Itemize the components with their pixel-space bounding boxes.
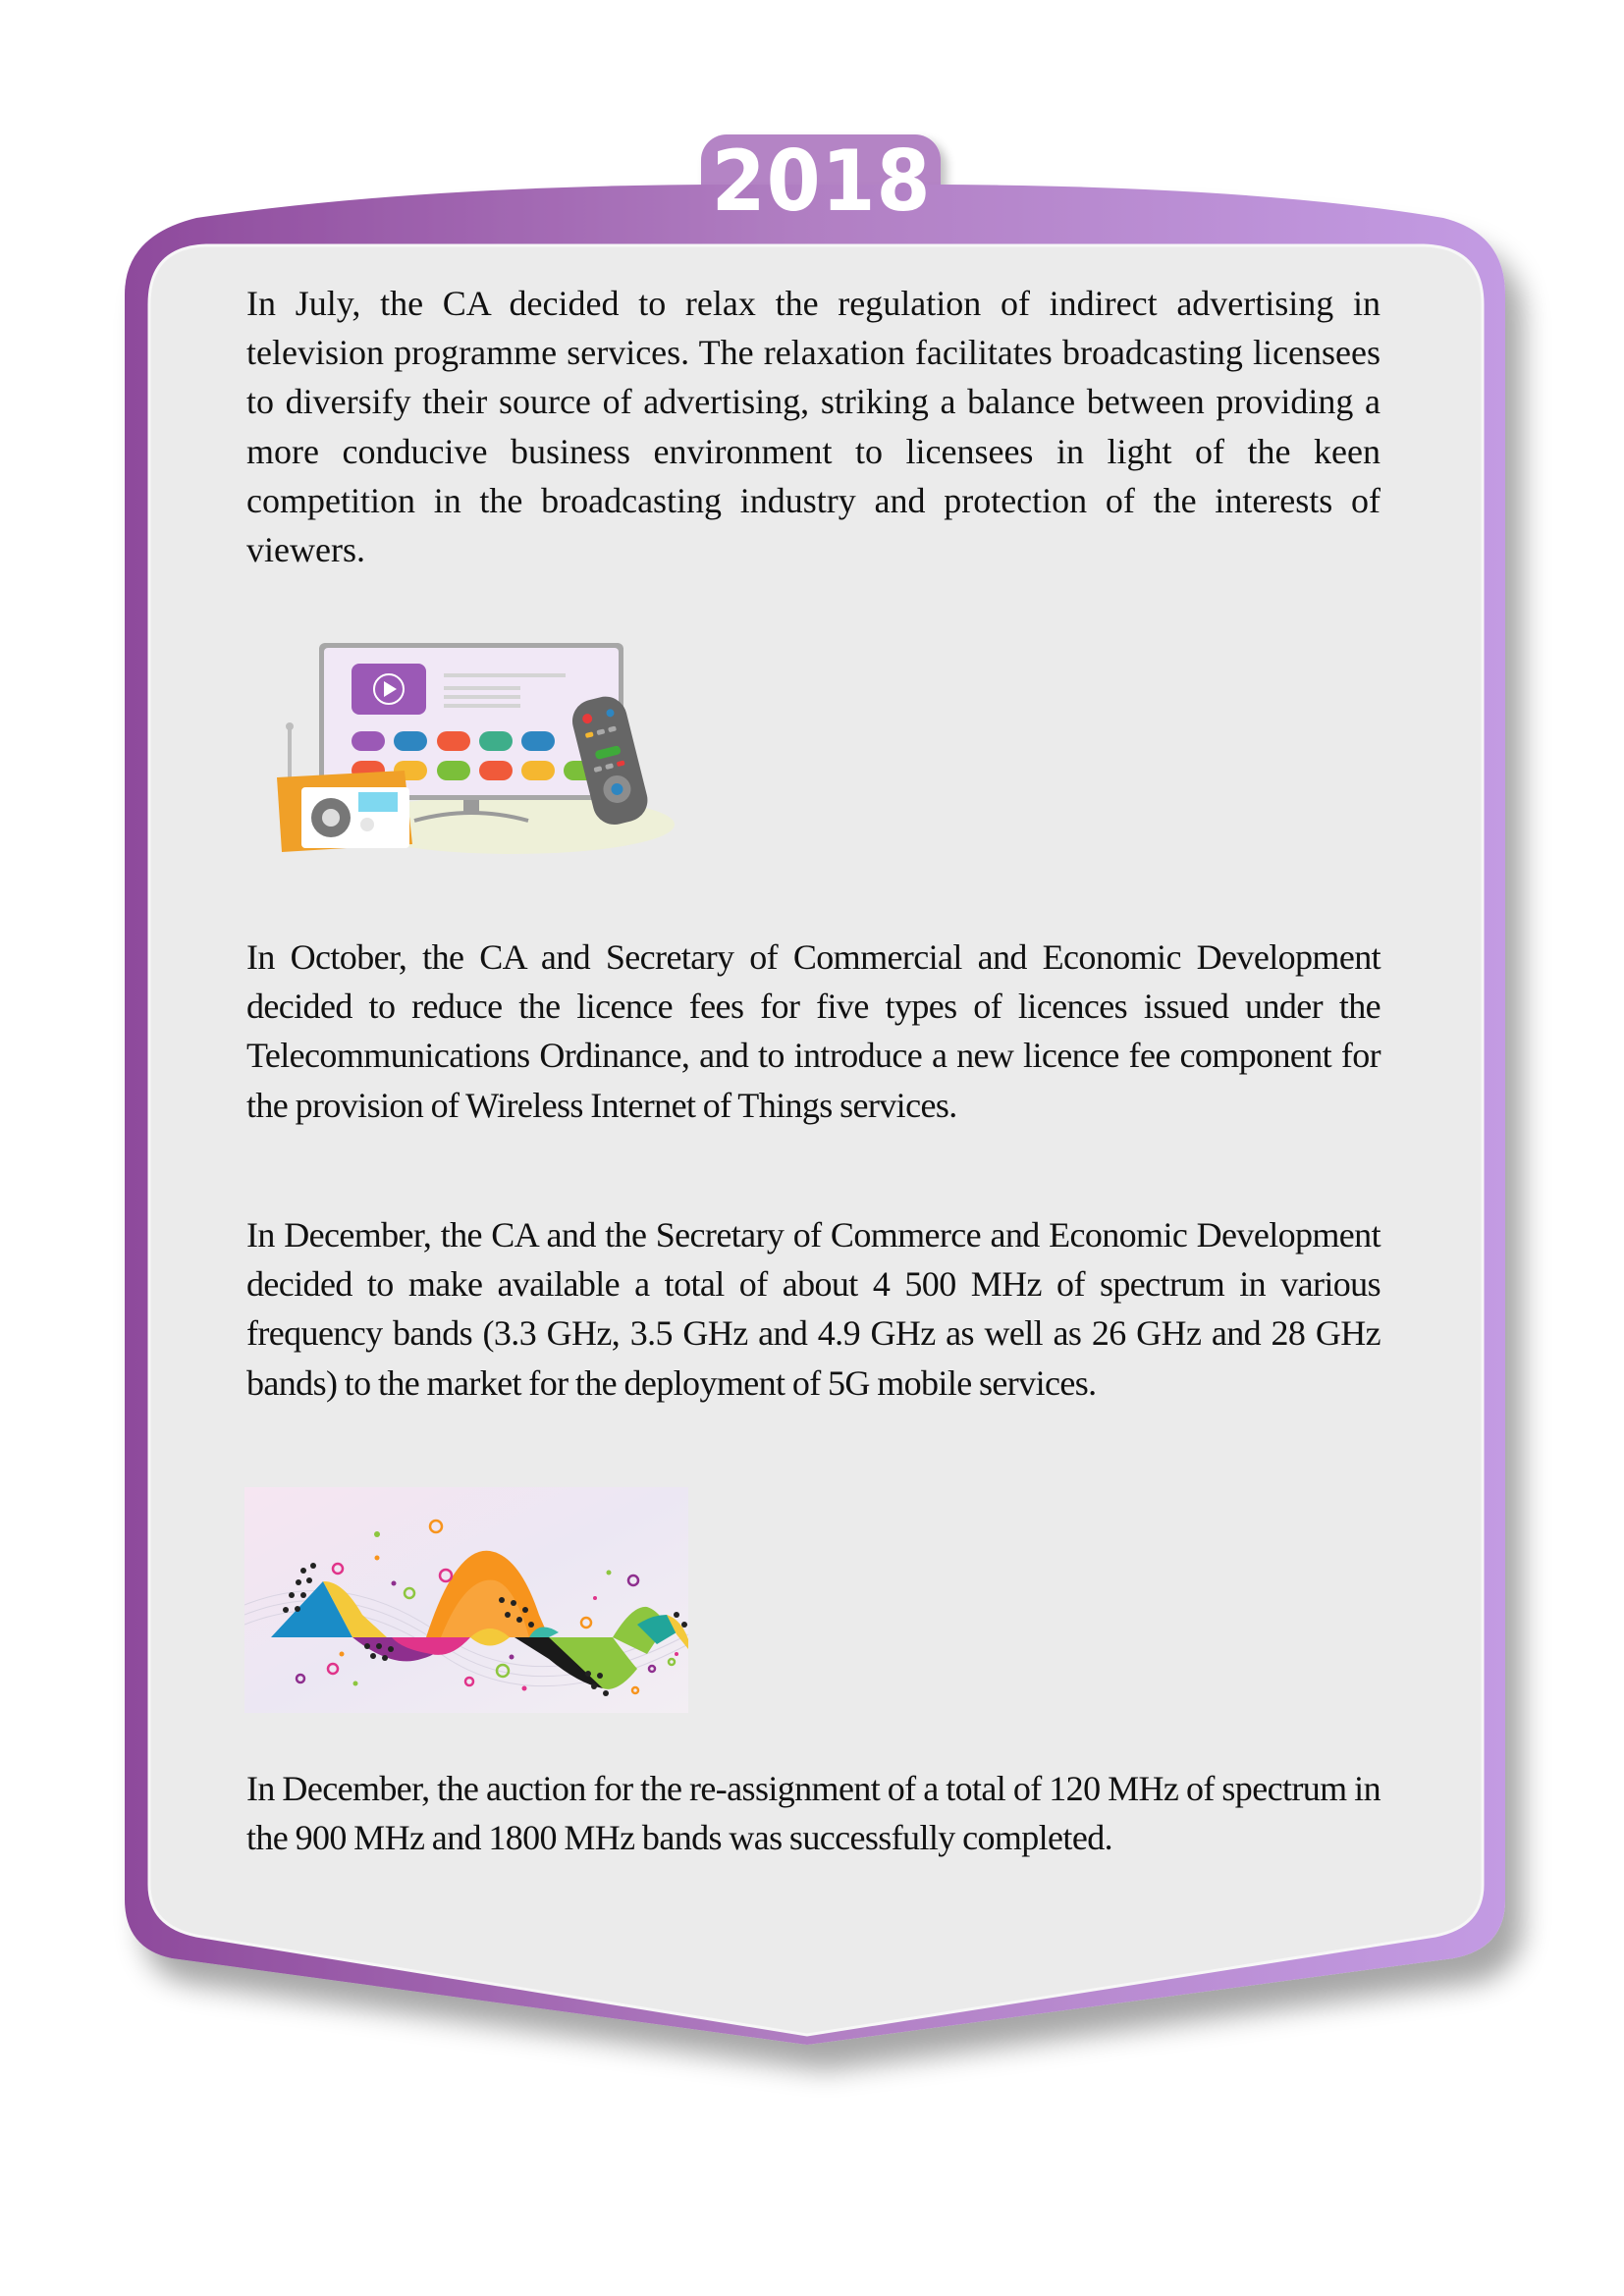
paragraph-july: In July, the CA decided to relax the regulation of indirect advertising in television programme services. The relaxation facilitates broadcasting licensees to diversify their source of advertising, striking a balance between providing a more conducive business environment to licensees in light of the keen competition in the broadcasting industry and protection of the interests of viewers. (246, 284, 1380, 570)
paragraph-december-auction: In December, the auction for the re-assignment of a total of 120 MHz of spectrum in the 900 MHz and 1800 MHz bands was successfully completed. (246, 1769, 1380, 1858)
spectrum-wave-illustration (244, 1487, 688, 1713)
tv-radio-remote-illustration (257, 628, 679, 874)
year-label: 2018 (711, 133, 932, 231)
paragraph-december-5g: In December, the CA and the Secretary of Commerce and Economic Development decided to make available a total of about 4 500 MHz of spectrum in various frequency bands (3.3 GHz, 3.5 GHz and 4.9 GHz as well as 26 GHz and 28 GHz bands) to the market for the deployment of 5G mobile services. (246, 1215, 1380, 1403)
paragraph-october: In October, the CA and Secretary of Commercial and Economic Development decided to reduce the licence fees for five types of licences issued under the Telecommunications Ordinance, and to introduce a new licence fee component for the provision of Wireless Internet of Things services. (246, 937, 1380, 1125)
